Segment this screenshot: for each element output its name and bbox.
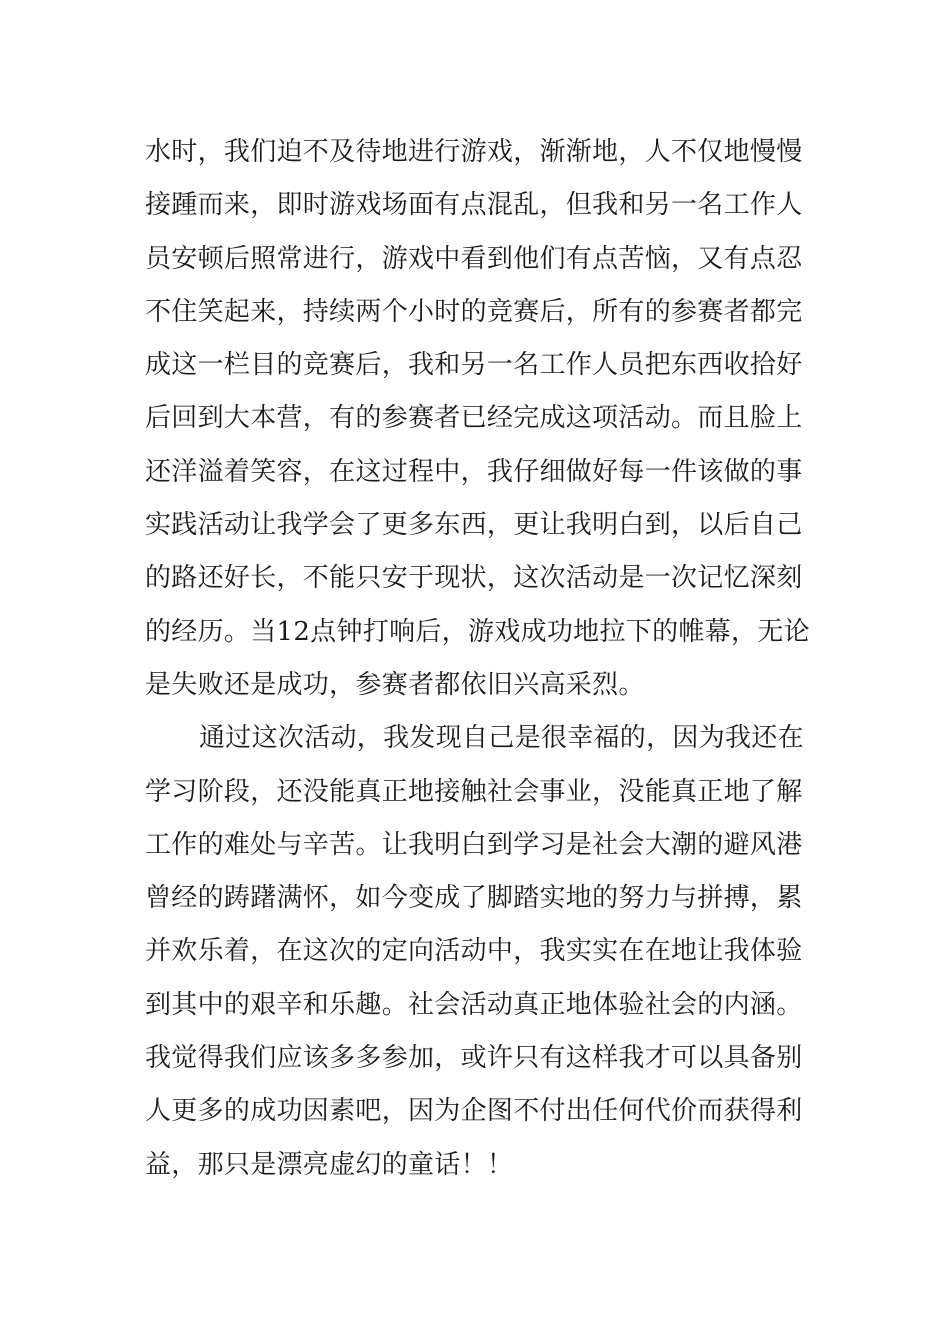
text-line: 并欢乐着，在这次的定向活动中，我实实在在地让我体验 (145, 936, 803, 967)
text-line: 不住笑起来，持续两个小时的竞赛后，所有的参赛者都完 (145, 296, 803, 327)
text-line: 学习阶段，还没能真正地接触社会事业，没能真正地了解 (145, 776, 803, 807)
paragraph-start-line: 通过这次活动，我发现自己是很幸福的，因为我还在 (199, 723, 804, 754)
text-line: 员安顿后照常进行，游戏中看到他们有点苦恼，又有点忍 (145, 243, 803, 274)
text-line: 的经历。当12点钟打响后，游戏成功地拉下的帷幕，无论 (145, 616, 810, 647)
text-line: 实践活动让我学会了更多东西，更让我明白到，以后自己 (145, 510, 803, 541)
text-line: 益，那只是漂亮虚幻的童话！！ (145, 1149, 514, 1180)
text-line: 接踵而来，即时游戏场面有点混乱，但我和另一名工作人 (145, 190, 803, 221)
text-line: 的路还好长，不能只安于现状，这次活动是一次记忆深刻 (145, 563, 803, 594)
text-line: 人更多的成功因素吧，因为企图不付出任何代价而获得利 (145, 1096, 803, 1127)
text-line: 还洋溢着笑容，在这过程中，我仔细做好每一件该做的事 (145, 456, 803, 487)
text-line: 水时，我们迫不及待地进行游戏，渐渐地，人不仅地慢慢 (145, 137, 803, 167)
text-line: 是失败还是成功，参赛者都依旧兴高采烈。 (145, 669, 645, 700)
text-line: 成这一栏目的竞赛后，我和另一名工作人员把东西收拾好 (145, 350, 803, 381)
body-text (145, 126, 815, 1192)
text-line: 到其中的艰辛和乐趣。社会活动真正地体验社会的内涵。 (145, 989, 803, 1020)
text-line: 工作的难处与辛苦。让我明白到学习是社会大潮的避风港 (145, 829, 803, 860)
text-line: 后回到大本营，有的参赛者已经完成这项活动。而且脸上 (145, 403, 803, 434)
text-line: 曾经的踌躇满怀，如今变成了脚踏实地的努力与拼搏，累 (145, 883, 803, 914)
text-line: 我觉得我们应该多多参加，或许只有这样我才可以具备别 (145, 1043, 803, 1074)
